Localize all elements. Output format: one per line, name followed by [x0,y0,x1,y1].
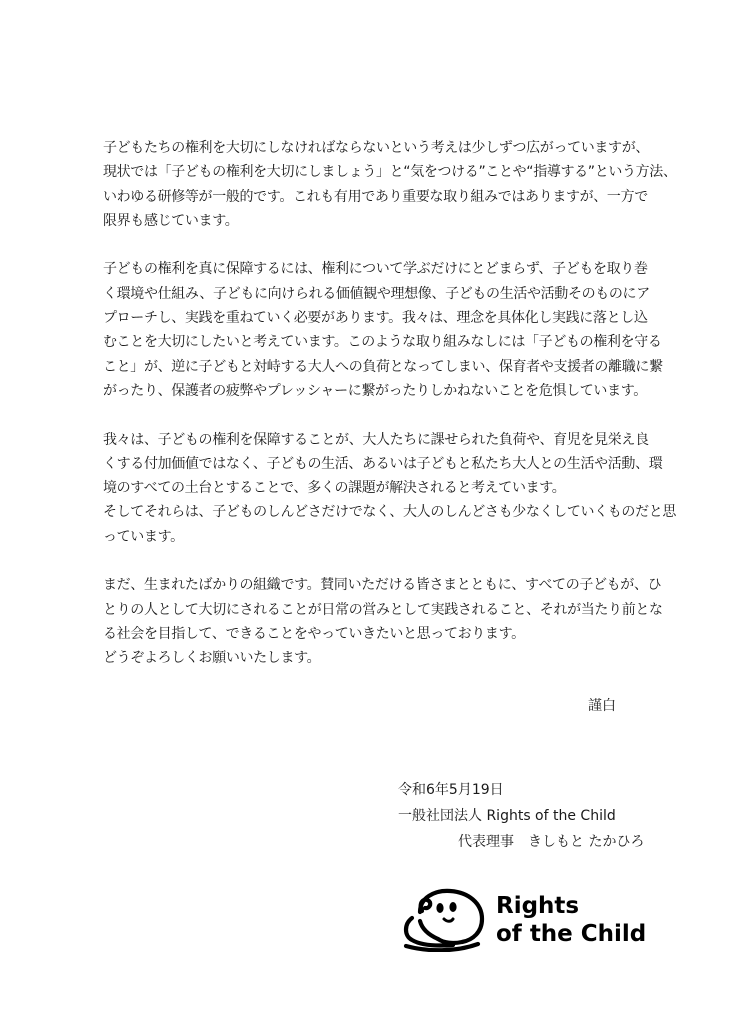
text-line: 境のすべての土台とすることで、多くの課題が解決されると考えています。 [103,480,566,497]
paragraph-3 [103,428,677,549]
text-line: 現状では「子どもの権利を大切にしましょう」と“気をつける”ことや“指導する”という方法、 [103,164,677,181]
text-line: がったり、保護者の疲弊やプレッシャーに繋がったりしかねないことを危惧しています。 [103,382,647,399]
paragraph-4 [103,573,663,670]
text-line: る社会を目指して、できることをやっていきたいと思っております。 [103,625,525,642]
text-line: いわゆる研修等が一般的です。これも有用であり重要な取り組みではありますが、一方で [103,188,648,205]
logo-wordmark-line-1: Rights [496,893,580,919]
signature-block [398,777,644,855]
organization-name: 一般社団法人 Rights of the Child [398,808,616,824]
child-face-logo-icon [398,886,488,952]
letter-date: 令和6年5月19日 [398,782,504,798]
text-line: とりの人として大切にされることが日常の営みとして実践されること、それが当たり前とな [103,601,663,618]
text-line: そしてそれらは、子どものしんどさだけでなく、大人のしんどさも少なくしていくものだと思 [103,504,677,521]
text-line: くする付加価値ではなく、子どもの生活、あるいは子どもと私たち大人との生活や活動、環 [103,455,663,472]
text-line: 我々は、子どもの権利を保障することが、大人たちに課せられた負荷や、育児を見栄え良 [103,431,649,448]
logo-wordmark-line-2: of the Child [496,921,647,947]
text-line: 限界も感じています。 [103,212,239,229]
text-line: 子どもの権利を真に保障するには、権利について学ぶだけにとどまらず、子どもを取り巻 [103,261,648,278]
letter-body [103,136,677,695]
paragraph-2 [103,257,663,403]
text-line: むことを大切にしたいと考えています。このような取り組みなしには「子どもの権利を守る [103,334,662,351]
rights-of-the-child-logo [398,886,648,956]
text-line: こと」が、逆に子どもと対峙する大人への負荷となってしまい、保育者や支援者の離職に繋 [103,358,663,375]
closing-word: 謹白 [588,698,616,714]
text-line: まだ、生まれたばかりの組織です。賛同いただける皆さまとともに、すべての子どもが、ひ [103,577,662,594]
paragraph-1 [103,136,677,233]
text-line: っています。 [103,528,184,545]
logo-wordmark [496,892,646,948]
text-line: く環境や仕組み、子どもに向けられる価値観や理想像、子どもの生活や活動そのものにア [103,285,650,302]
text-line: どうぞよろしくお願いいたします。 [103,650,321,667]
text-line: プローチし、実践を重ねていく必要があります。我々は、理念を具体化し実践に落とし込 [103,310,648,327]
text-line: 子どもたちの権利を大切にしなければならないという考えは少しずつ広がっていますが、 [103,140,649,156]
representative-name: 代表理事 きしもと たかひろ [458,834,645,850]
